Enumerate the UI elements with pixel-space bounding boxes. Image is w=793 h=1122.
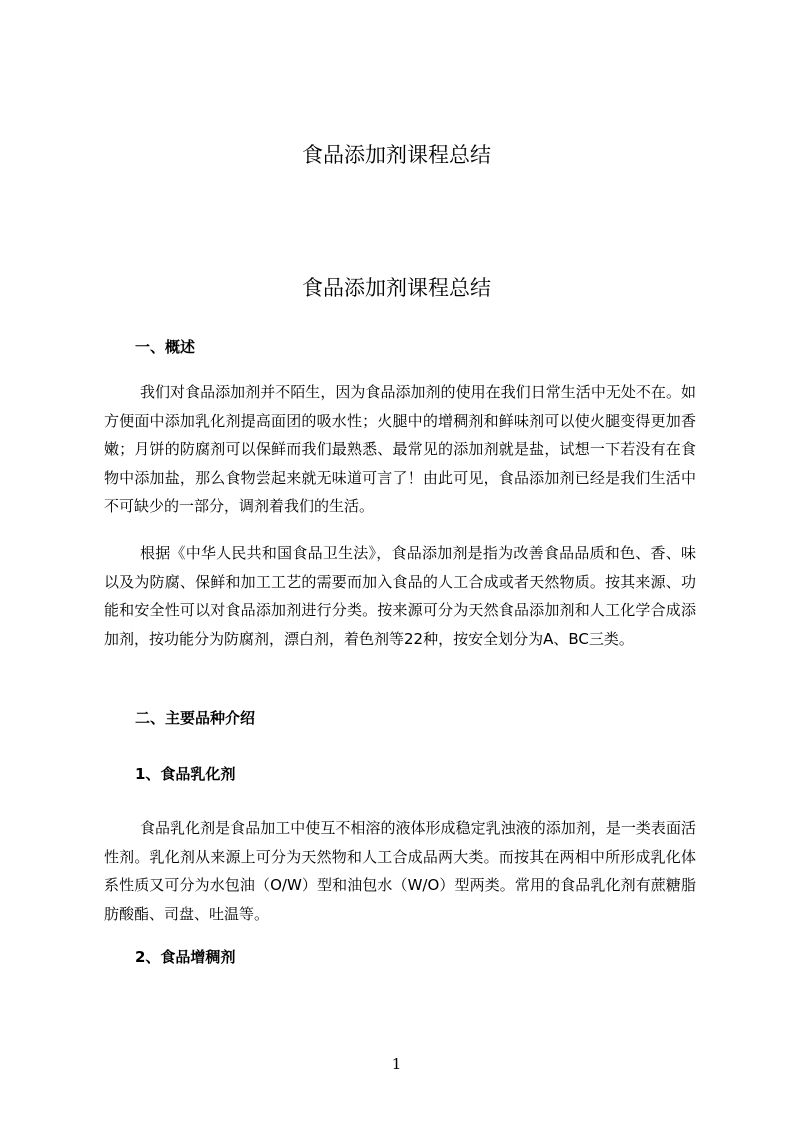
subsection-heading-thickener: 2、食品增稠剂	[135, 948, 236, 966]
cover-title: 食品添加剂课程总结	[302, 143, 491, 167]
paragraph-overview-1: 我们对食品添加剂并不陌生，因为食品添加剂的使用在我们日常生活中无处不在。如方便面中添加乳化剂提高面团的吸水性；火腿中的增稠剂和鲜味剂可以使火腿变得更加香嫩；月饼的防腐剂可以保鲜而我们最熟悉、最常见的添加剂就是盐，试想一下若没有在食物中添加盐，那么食物尝起来就无味道可言了！由此可见，食品添加剂已经是我们生活中不可缺少的一部分，调剂着我们的生活。	[104, 383, 696, 515]
page-number: 1	[391, 1055, 402, 1073]
document-title: 食品添加剂课程总结	[302, 276, 491, 300]
section-heading-main-varieties: 二、主要品种介绍	[135, 709, 256, 727]
paragraph-emulsifier: 食品乳化剂是食品加工中使互不相溶的液体形成稳定乳浊液的添加剂，是一类表面活性剂。乳化剂从来源上可分为天然物和人工合成品两大类。而按其在两相中所形成乳化体系性质又可分为水包油（O/W）型和油包水（W/O）型两类。常用的食品乳化剂有蔗糖脂肪酸酯、司盘、吐温等。	[104, 819, 696, 923]
subsection-heading-emulsifier: 1、食品乳化剂	[135, 765, 236, 783]
section-heading-overview: 一、概述	[135, 338, 196, 356]
paragraph-overview-2: 根据《中华人民共和国食品卫生法》，食品添加剂是指为改善食品品质和色、香、味以及为防腐、保鲜和加工工艺的需要而加入食品的人工合成或者天然物质。按其来源、功能和安全性可以对食品添加剂进行分类。按来源可分为天然食品添加剂和人工化学合成添加剂，按功能分为防腐剂，漂白剂，着色剂等22种，按安全划分为A、BC三类。	[104, 544, 696, 648]
